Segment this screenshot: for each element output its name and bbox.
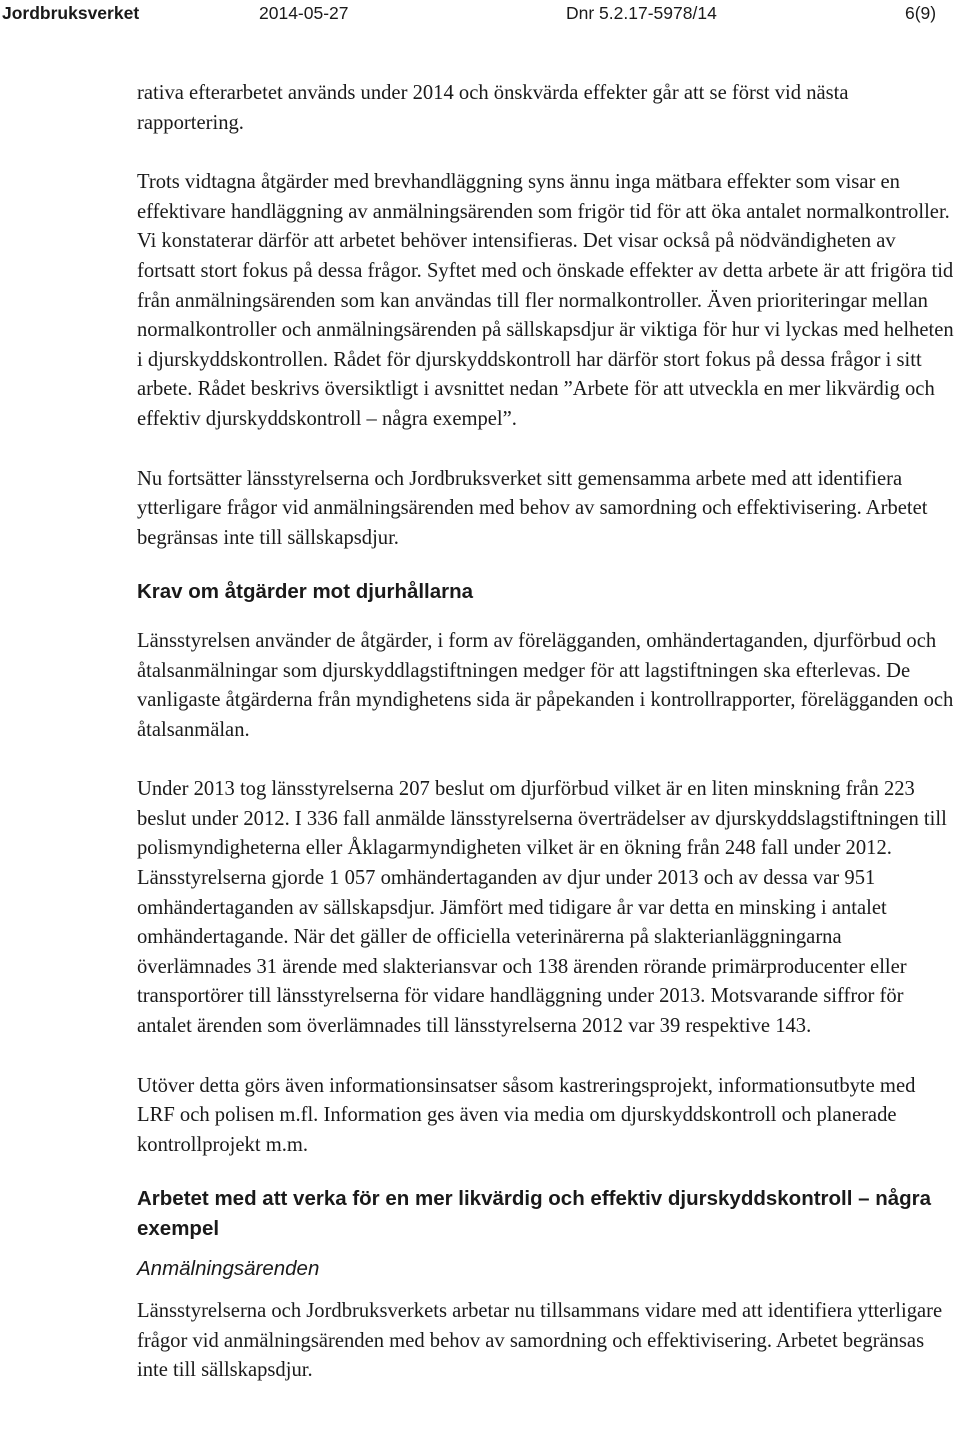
paragraph-informationsinsatser: Utöver detta görs även informationsinsatser såsom kastreringsprojekt, informationsutbyte med LRF och polisen m.fl. Information ges även via media om djurskyddskontroll och planerade kontrollprojekt m.m.	[137, 1074, 916, 1156]
subheading-anmalningsarenden: Anmälningsärenden	[137, 1256, 320, 1280]
section-heading-likvardig: Arbetet med att verka för en mer likvärdig och effektiv djurskyddskontroll – några exempel	[137, 1187, 932, 1240]
header-dnr: Dnr 5.2.17-5978/14	[566, 3, 717, 23]
document-body	[137, 79, 955, 1386]
section-heading-krav: Krav om åtgärder mot djurhållarna	[137, 580, 474, 604]
page-header	[0, 0, 960, 30]
header-organization: Jordbruksverket	[2, 3, 140, 23]
paragraph-fortsatt-arbete: Nu fortsätter länsstyrelserna och Jordbruksverket sitt gemensamma arbete med att identifiera ytterligare frågor vid anmälningsärenden med behov av samordning och effektivisering. Arbetet begränsas inte till sällskapsdjur.	[137, 467, 928, 549]
paragraph-atgarder: Länsstyrelsen använder de åtgärder, i form av förelägganden, omhändertaganden, djurförbud och åtalsanmälningar som djurskyddlagstiftningen medger för att lagstiftningen ska efterlevas. De vanligaste åtgärderna från myndighetens sida är påpekanden i kontrollrapporter, förelägganden och åtalsanmälan.	[137, 629, 954, 741]
paragraph-statistik-2013: Under 2013 tog länsstyrelserna 207 beslut om djurförbud vilket är en liten minskning från 223 beslut under 2012. I 336 fall anmälde länsstyrelserna överträdelser av djurskyddslagstiftningen till polismyndigheterna eller Åklagarmyndigheten vilket är en ökning från 248 fall under 2012. Länsstyrelserna gjorde 1 057 omhändertaganden av djur under 2013 och av dessa var 951 omhändertaganden av sällskapsdjur. Jämfört med tidigare år var detta en minsking i antalet omhändertagande. När det gäller de officiella veterinärerna på slakterianläggningarna överlämnades 31 ärende med slakteriansvar och 138 ärenden rörande primärproducenter eller transportörer till länsstyrelserna för vidare handläggning under 2013. Motsvarande siffror för antalet ärenden som överlämnades till länsstyrelserna 2012 var 39 respektive 143.	[137, 778, 947, 1038]
header-page-number: 6(9)	[905, 3, 937, 23]
paragraph-samarbete: Länsstyrelserna och Jordbruksverkets arbetar nu tillsammans vidare med att identifiera ytterligare frågor vid anmälningsärenden med behov av samordning och effektivisering. Arbetet begränsas inte till sällskapsdjur.	[137, 1300, 943, 1382]
paragraph-brevhandlaggning: Trots vidtagna åtgärder med brevhandläggning syns ännu inga mätbara effekter som visar en effektivare handläggning av anmälningsärenden som frigör tid för att öka antalet normalkontroller. Vi konstaterar därför att arbetet behöver intensifieras. Det visar också på nödvändigheten av fortsatt stort fokus på dessa frågor. Syftet med och önskade effekter av detta arbete är att frigöra tid från anmälningsärenden som kan användas till fler normalkontroller. Även prioriteringar mellan normalkontroller och anmälningsärenden på sällskapsdjur är viktiga för hur vi lyckas med helheten i djurskyddskontrollen. Rådet för djurskyddskontroll har därför stort fokus på dessa frågor i sitt arbete. Rådet beskrivs översiktligt i avsnittet nedan ”Arbete för att utveckla en mer likvärdig och effektiv djurskyddskontroll – några exempel”.	[137, 171, 954, 430]
header-date: 2014-05-27	[259, 3, 349, 23]
paragraph-continued: rativa efterarbetet används under 2014 och önskvärda effekter går att se först vid nästa rapportering.	[137, 82, 849, 134]
